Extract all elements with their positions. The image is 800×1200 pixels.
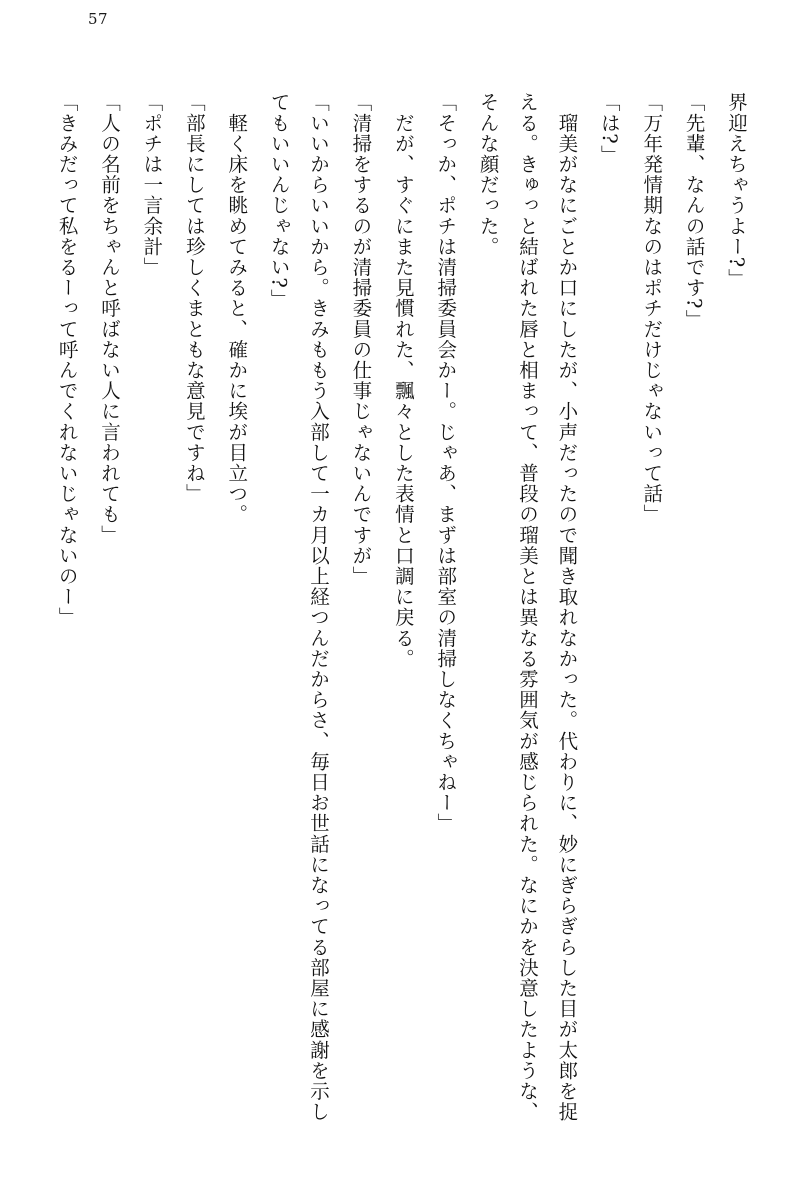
- paragraph: 界迎えちゃうよー?」: [725, 92, 748, 289]
- paragraph: 瑠美がなにごとか口にしたが、小声だったので聞き取れなかった。代わりに、妙にぎらぎらした目が太郎を捉える。きゅっと結ばれた唇と相まって、普段の瑠美とは異なる雰囲気が感じられた。なにかを決意したような、そんな顔だった。: [476, 92, 579, 1122]
- paragraph: 「人の名前をちゃんと呼ばない人に言われても」: [98, 92, 121, 546]
- paragraph: 「部長にしては珍しくまともな意見ですね」: [182, 92, 206, 504]
- paragraph: 「きみだって私をるーって呼んでくれないじゃないのー」: [55, 92, 79, 628]
- paragraph: 軽く床を眺めてみると、確かに埃が目立つ。: [225, 92, 249, 525]
- paragraph: 「は?」: [597, 92, 621, 166]
- paragraph: 「ポチは一言余計」: [140, 92, 164, 278]
- paragraph: だが、すぐにまた見慣れた、飄々とした表情と口調に戻る。: [391, 92, 415, 669]
- paragraph: 「そっか、ポチは清掃委員会かー。じゃあ、まずは部室の清掃しなくちゃねー」: [434, 92, 458, 834]
- page-body-text: [44, 72, 756, 1132]
- paragraph: 「いいからいいから。きみももう入部して一カ月以上経つんだからさ、毎日お世話になってる部屋に感謝を示してもいいんじゃない?」: [267, 92, 330, 1122]
- paragraph: 「万年発情期なのはポチだけじゃないって話」: [640, 92, 664, 525]
- page-number: 57: [88, 10, 109, 28]
- paragraph: 「先輩、なんの話です?」: [682, 92, 706, 331]
- paragraph: 「清掃をするのが清掃委員の仕事じゃないんですが」: [349, 92, 373, 587]
